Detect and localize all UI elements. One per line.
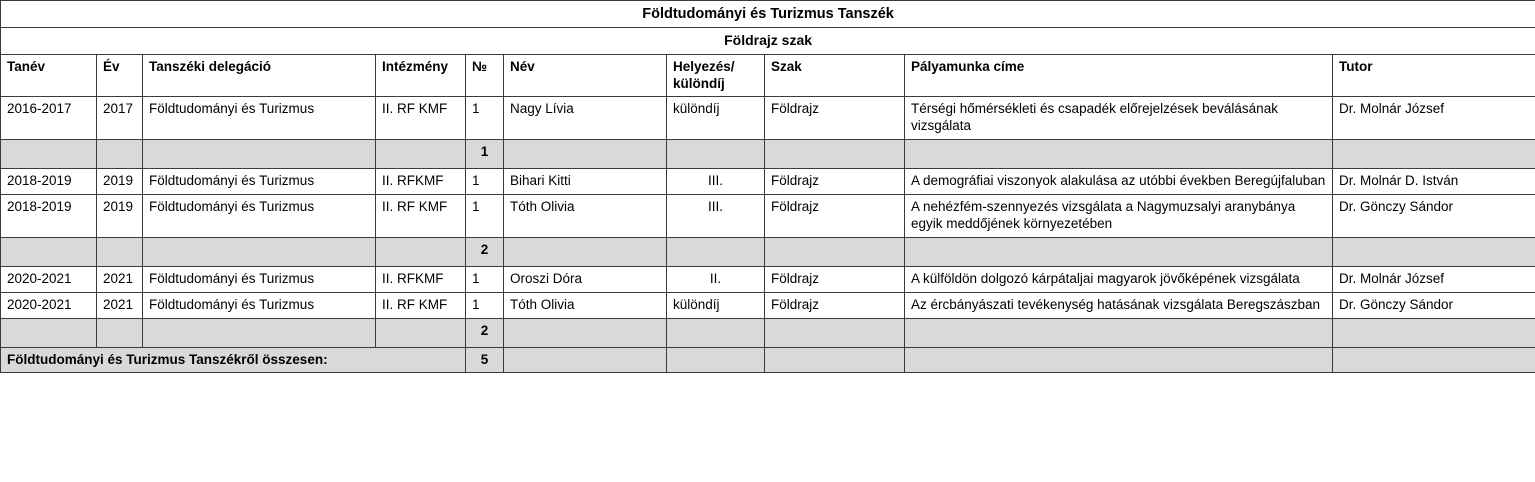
cell-palyamunka: A nehézfém-szennyezés vizsgálata a Nagymuzsalyi aranybánya egyik meddőjének környezetében — [905, 195, 1333, 238]
subtotal-cell-tanev — [1, 140, 97, 169]
subtotal-cell-ev — [97, 237, 143, 266]
grand-total-cell-szak — [765, 347, 905, 373]
cell-nev: Oroszi Dóra — [504, 266, 667, 292]
subtotal-cell-intezmeny — [376, 237, 466, 266]
subtotal-cell-szak — [765, 237, 905, 266]
subtotal-cell-szak — [765, 318, 905, 347]
cell-helyezes: különdíj — [667, 97, 765, 140]
cell-no: 1 — [466, 292, 504, 318]
subtotal-cell-delegacio — [143, 140, 376, 169]
subtotal-cell-helyezes — [667, 140, 765, 169]
table-row — [1, 195, 1535, 238]
column-header-tanev: Tanév — [1, 54, 97, 97]
cell-helyezes: II. — [667, 266, 765, 292]
subtotal-cell-ev — [97, 318, 143, 347]
cell-no: 1 — [466, 97, 504, 140]
subtotal-row — [1, 140, 1535, 169]
cell-no: 1 — [466, 169, 504, 195]
subtotal-cell-nev — [504, 237, 667, 266]
subtotal-count: 2 — [466, 237, 504, 266]
cell-delegacio: Földtudományi és Turizmus — [143, 292, 376, 318]
grand-total-cell-palyamunka — [905, 347, 1333, 373]
cell-tutor: Dr. Molnár József — [1333, 97, 1535, 140]
cell-helyezes: III. — [667, 169, 765, 195]
grand-total-cell-helyezes — [667, 347, 765, 373]
cell-intezmeny: II. RFKMF — [376, 169, 466, 195]
cell-intezmeny: II. RF KMF — [376, 292, 466, 318]
subtotal-cell-intezmeny — [376, 318, 466, 347]
cell-nev: Bihari Kitti — [504, 169, 667, 195]
subtotal-cell-helyezes — [667, 237, 765, 266]
page-subtitle: Földrajz szak — [1, 28, 1535, 55]
grand-total-label: Földtudományi és Turizmus Tanszékről összesen: — [1, 347, 466, 373]
cell-tutor: Dr. Molnár József — [1333, 266, 1535, 292]
table-header-row — [1, 54, 1535, 97]
cell-delegacio: Földtudományi és Turizmus — [143, 266, 376, 292]
cell-szak: Földrajz — [765, 169, 905, 195]
grand-total-cell-nev — [504, 347, 667, 373]
subtotal-cell-palyamunka — [905, 237, 1333, 266]
column-header-intezmeny: Intézmény — [376, 54, 466, 97]
column-header-szak: Szak — [765, 54, 905, 97]
cell-szak: Földrajz — [765, 266, 905, 292]
cell-szak: Földrajz — [765, 292, 905, 318]
column-header-helyezes-line2: különdíj — [673, 75, 725, 91]
cell-intezmeny: II. RFKMF — [376, 266, 466, 292]
page-title: Földtudományi és Turizmus Tanszék — [1, 1, 1535, 28]
cell-no: 1 — [466, 195, 504, 238]
cell-tanev: 2018-2019 — [1, 169, 97, 195]
grand-total-cell-tutor — [1333, 347, 1535, 373]
cell-palyamunka: Az ércbányászati tevékenység hatásának vizsgálata Beregszászban — [905, 292, 1333, 318]
cell-delegacio: Földtudományi és Turizmus — [143, 195, 376, 238]
cell-tutor: Dr. Gönczy Sándor — [1333, 292, 1535, 318]
column-header-tutor: Tutor — [1333, 54, 1535, 97]
grand-total-count: 5 — [466, 347, 504, 373]
cell-ev: 2021 — [97, 292, 143, 318]
column-header-helyezes-line1: Helyezés/ — [673, 58, 735, 74]
cell-delegacio: Földtudományi és Turizmus — [143, 169, 376, 195]
subtotal-cell-intezmeny — [376, 140, 466, 169]
cell-helyezes: különdíj — [667, 292, 765, 318]
subtotal-cell-delegacio — [143, 237, 376, 266]
grand-total-row — [1, 347, 1535, 373]
cell-palyamunka: A demográfiai viszonyok alakulása az utóbbi években Beregújfaluban — [905, 169, 1333, 195]
subtotal-row — [1, 237, 1535, 266]
cell-tutor: Dr. Gönczy Sándor — [1333, 195, 1535, 238]
subtotal-row — [1, 318, 1535, 347]
cell-tanev: 2016-2017 — [1, 97, 97, 140]
subtotal-cell-ev — [97, 140, 143, 169]
cell-nev: Nagy Lívia — [504, 97, 667, 140]
column-header-helyezes — [667, 54, 765, 97]
table-row — [1, 266, 1535, 292]
subtotal-cell-palyamunka — [905, 140, 1333, 169]
cell-nev: Tóth Olivia — [504, 195, 667, 238]
subtotal-cell-nev — [504, 140, 667, 169]
document-title-row — [1, 1, 1535, 28]
column-header-nev: Név — [504, 54, 667, 97]
cell-szak: Földrajz — [765, 97, 905, 140]
cell-tanev: 2020-2021 — [1, 292, 97, 318]
subtotal-cell-delegacio — [143, 318, 376, 347]
cell-szak: Földrajz — [765, 195, 905, 238]
subtotal-cell-tanev — [1, 318, 97, 347]
subtotal-cell-helyezes — [667, 318, 765, 347]
table-row — [1, 169, 1535, 195]
cell-intezmeny: II. RF KMF — [376, 97, 466, 140]
subtotal-count: 2 — [466, 318, 504, 347]
cell-palyamunka: Térségi hőmérsékleti és csapadék előrejelzések beválásának vizsgálata — [905, 97, 1333, 140]
subtotal-cell-palyamunka — [905, 318, 1333, 347]
cell-intezmeny: II. RF KMF — [376, 195, 466, 238]
subtotal-cell-nev — [504, 318, 667, 347]
cell-ev: 2019 — [97, 195, 143, 238]
cell-ev: 2017 — [97, 97, 143, 140]
document-subtitle-row — [1, 28, 1535, 55]
subtotal-cell-tutor — [1333, 318, 1535, 347]
cell-ev: 2021 — [97, 266, 143, 292]
subtotal-cell-tanev — [1, 237, 97, 266]
cell-ev: 2019 — [97, 169, 143, 195]
column-header-delegacio: Tanszéki delegáció — [143, 54, 376, 97]
cell-tanev: 2018-2019 — [1, 195, 97, 238]
column-header-palyamunka: Pályamunka címe — [905, 54, 1333, 97]
cell-no: 1 — [466, 266, 504, 292]
column-header-no: № — [466, 54, 504, 97]
table-row — [1, 292, 1535, 318]
cell-palyamunka: A külföldön dolgozó kárpátaljai magyarok jövőképének vizsgálata — [905, 266, 1333, 292]
cell-tutor: Dr. Molnár D. István — [1333, 169, 1535, 195]
subtotal-cell-szak — [765, 140, 905, 169]
subtotal-cell-tutor — [1333, 140, 1535, 169]
table-row — [1, 97, 1535, 140]
cell-nev: Tóth Olivia — [504, 292, 667, 318]
cell-helyezes: III. — [667, 195, 765, 238]
column-header-ev: Év — [97, 54, 143, 97]
subtotal-cell-tutor — [1333, 237, 1535, 266]
cell-delegacio: Földtudományi és Turizmus — [143, 97, 376, 140]
cell-tanev: 2020-2021 — [1, 266, 97, 292]
subtotal-count: 1 — [466, 140, 504, 169]
